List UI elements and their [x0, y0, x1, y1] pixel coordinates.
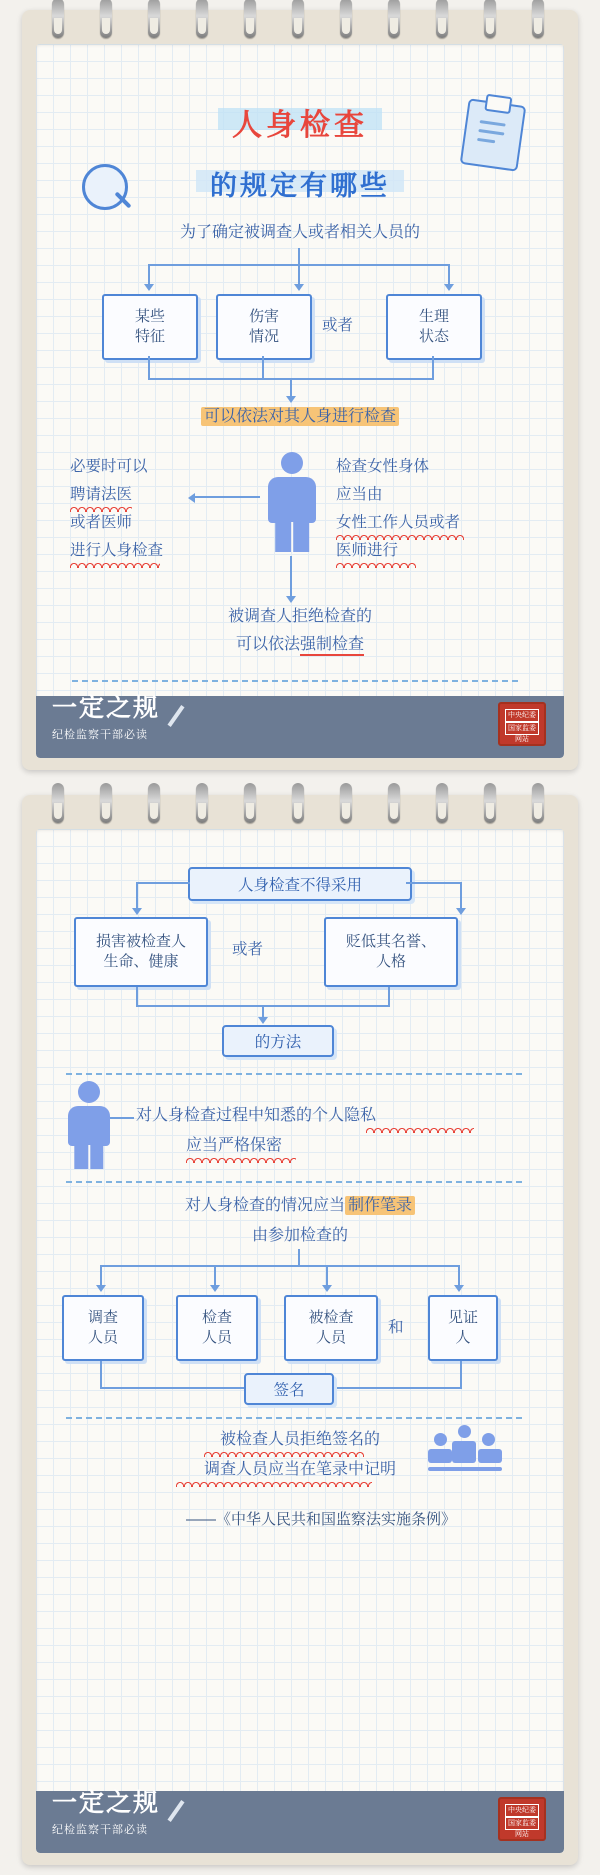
feature-box-2: 伤害 情况 [216, 294, 312, 360]
right-line-3: 女性工作人员或者 [336, 514, 461, 531]
pen-icon-2 [164, 1799, 190, 1825]
refuse-line-1: 被检查人员拒绝签名的 [219, 1431, 380, 1448]
and-label: 和 [388, 1319, 404, 1336]
pen-icon-1 [164, 704, 190, 730]
spiral-binding-1 [22, 0, 578, 42]
right-line-4: 医师进行 [336, 542, 399, 559]
or-label-1: 或者 [322, 317, 354, 334]
left-line-3: 或者医师 [70, 514, 133, 531]
stamp-1: 中央纪委 国家监委 网站 [498, 702, 546, 746]
paper-2 [36, 829, 564, 1853]
source-line: ——《中华人民共和国监察法实施条例》 [186, 1511, 457, 1528]
clipboard-icon [460, 98, 527, 171]
spiral-binding-2 [22, 783, 578, 827]
record-by-line: 由参加检查的 [251, 1227, 348, 1244]
left-line-2: 聘请法医 [70, 486, 133, 503]
prohibit-box-2: 贬低其名誉、 人格 [324, 917, 458, 987]
legal-basis-line: 可以依法对其人身进行检查 [36, 406, 564, 428]
role-box-4: 见证 人 [428, 1295, 498, 1361]
right-line-2: 应当由 [336, 486, 383, 503]
method-pill: 的方法 [222, 1025, 334, 1057]
page-title-red: 人身检查 [218, 96, 382, 148]
refuse-line-2: 调查人员应当在笔录中记明 [203, 1461, 396, 1478]
notebook-card-2 [22, 795, 578, 1865]
privacy-line-1: 对人身检查过程中知悉的个人隐私 [136, 1107, 377, 1124]
page-title-blue: 的规定有哪些 [196, 160, 404, 207]
role-box-1: 调查 人员 [62, 1295, 144, 1361]
brand-1: 一定之规 纪检监察干部必读 [52, 694, 161, 741]
notebook-card-1 [22, 10, 578, 770]
right-line-1: 检查女性身体 [336, 458, 430, 475]
left-line-4: 进行人身检查 [70, 542, 164, 559]
signature-pill: 签名 [244, 1373, 334, 1405]
magnifier-icon [82, 164, 134, 216]
record-line: 对人身检查的情况应当 制作笔录 [36, 1195, 564, 1217]
paper-1 [36, 44, 564, 758]
intro-text: 为了确定被调查人或者相关人员的 [179, 224, 420, 241]
left-line-1: 必要时可以 [70, 458, 148, 475]
bottom-line-1: 被调查人拒绝检查的 [227, 608, 372, 625]
person-icon-2 [68, 1081, 110, 1169]
privacy-line-2: 应当严格保密 [186, 1137, 283, 1154]
stamp-2: 中央纪委 国家监委 网站 [498, 1797, 546, 1841]
prohibit-box-1: 损害被检查人 生命、健康 [74, 917, 208, 987]
footer-band-2 [36, 1791, 564, 1853]
feature-box-1: 某些 特征 [102, 294, 198, 360]
role-box-2: 检查 人员 [176, 1295, 258, 1361]
person-icon [268, 452, 316, 552]
feature-box-3: 生理 状态 [386, 294, 482, 360]
prohibition-pill: 人身检查不得采用 [188, 867, 412, 901]
footer-band-1 [36, 696, 564, 758]
meeting-icon [428, 1425, 502, 1479]
or-label-2: 或者 [232, 941, 264, 958]
brand-2: 一定之规 纪检监察干部必读 [52, 1789, 161, 1836]
role-box-3: 被检查 人员 [284, 1295, 378, 1361]
bottom-line-2: 可以依法强制检查 [36, 634, 564, 656]
